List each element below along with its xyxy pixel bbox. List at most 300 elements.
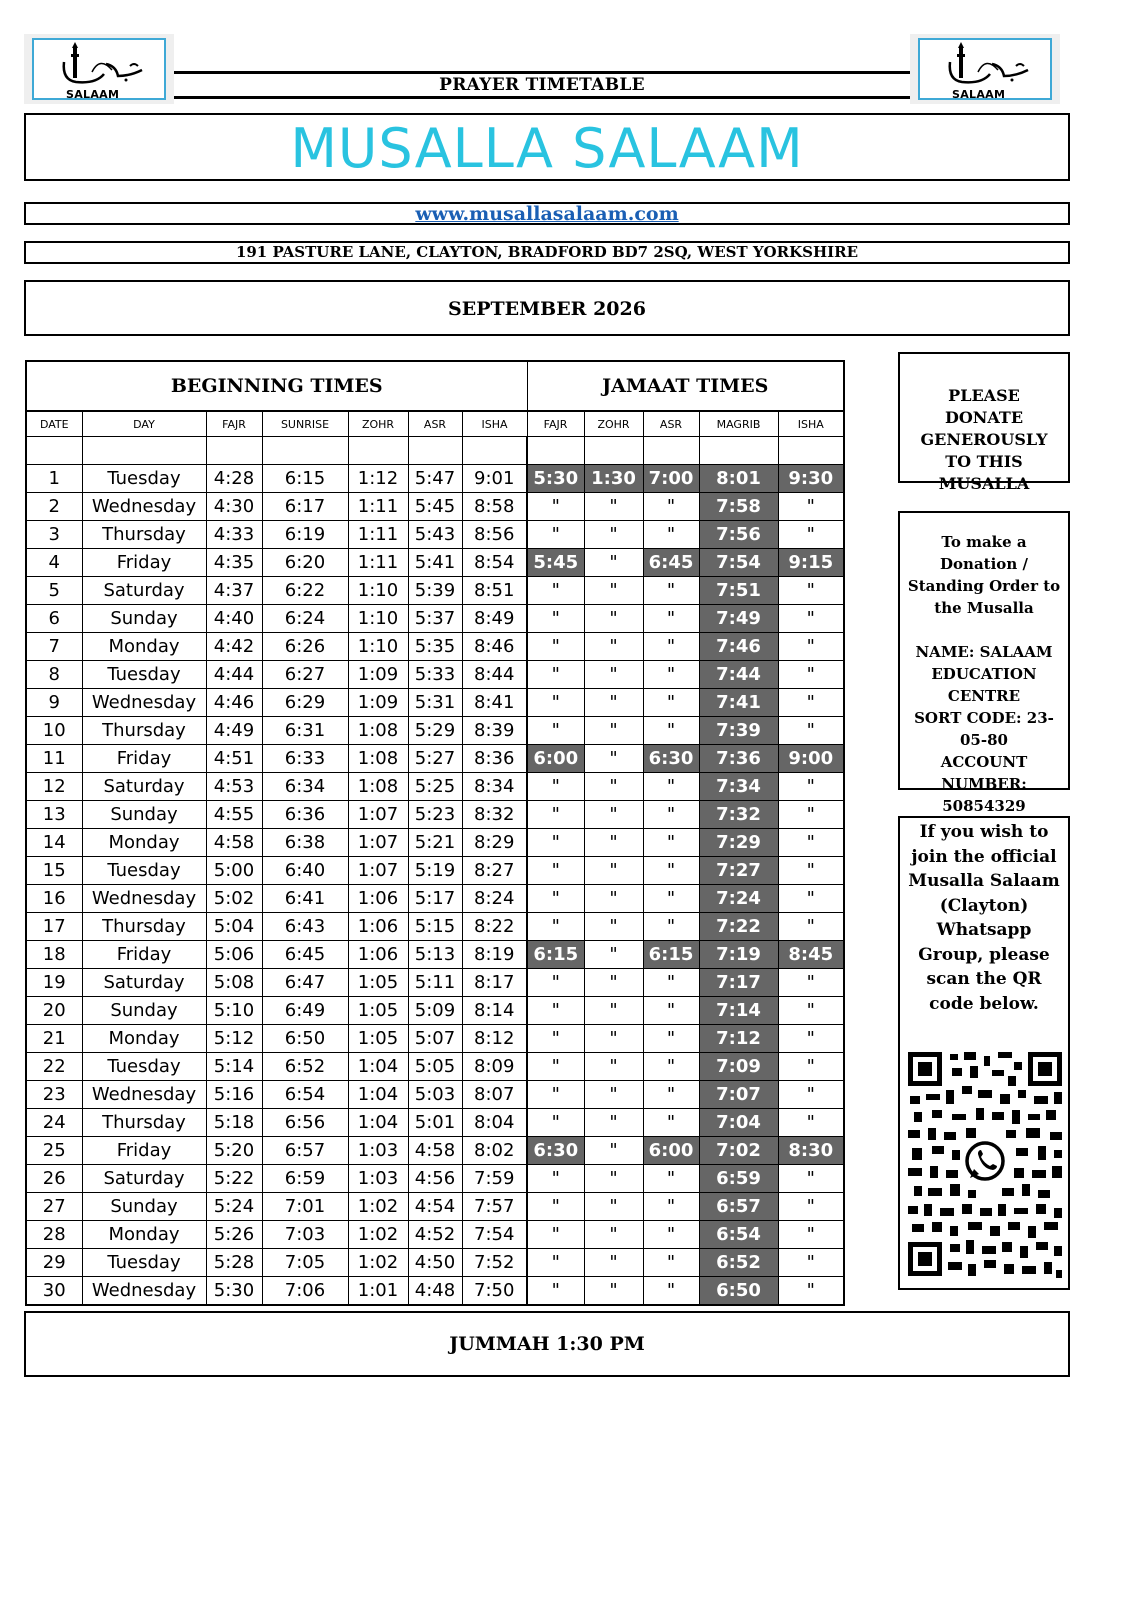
table-cell: 5:05 bbox=[408, 1053, 462, 1081]
table-cell: 7:51 bbox=[699, 577, 778, 605]
table-cell: 6:17 bbox=[262, 493, 348, 521]
page-subtitle: PRAYER TIMETABLE bbox=[439, 75, 645, 95]
table-cell: " bbox=[778, 969, 844, 997]
table-cell: " bbox=[584, 885, 643, 913]
table-cell: " bbox=[778, 997, 844, 1025]
table-cell: 4:40 bbox=[206, 605, 262, 633]
table-cell: Wednesday bbox=[82, 493, 206, 521]
table-row bbox=[26, 997, 844, 1025]
table-cell: Saturday bbox=[82, 1165, 206, 1193]
table-cell: " bbox=[527, 997, 584, 1025]
table-cell: 18 bbox=[26, 941, 82, 969]
table-cell: 4:42 bbox=[206, 633, 262, 661]
table-cell: " bbox=[778, 829, 844, 857]
column-header: MAGRIB bbox=[699, 411, 778, 437]
table-cell: " bbox=[778, 605, 844, 633]
table-row bbox=[26, 1025, 844, 1053]
table-cell: 1:05 bbox=[348, 997, 408, 1025]
table-cell: " bbox=[643, 689, 699, 717]
table-cell: Saturday bbox=[82, 577, 206, 605]
table-cell: 1:06 bbox=[348, 885, 408, 913]
table-cell: 5:09 bbox=[408, 997, 462, 1025]
table-cell: 4:52 bbox=[408, 1221, 462, 1249]
table-cell: 5:13 bbox=[408, 941, 462, 969]
table-cell: 5:00 bbox=[206, 857, 262, 885]
table-cell: " bbox=[527, 1221, 584, 1249]
table-cell: 4:54 bbox=[408, 1193, 462, 1221]
table-cell: " bbox=[778, 1025, 844, 1053]
table-cell: 4:35 bbox=[206, 549, 262, 577]
table-cell: " bbox=[584, 717, 643, 745]
table-cell: " bbox=[643, 1081, 699, 1109]
table-cell: 11 bbox=[26, 745, 82, 773]
table-cell: " bbox=[778, 857, 844, 885]
table-cell: " bbox=[584, 633, 643, 661]
table-cell: 6:20 bbox=[262, 549, 348, 577]
table-cell: 1:07 bbox=[348, 801, 408, 829]
table-cell: Wednesday bbox=[82, 1081, 206, 1109]
table-cell: 8:19 bbox=[462, 941, 527, 969]
table-cell: 6:15 bbox=[527, 941, 584, 969]
table-cell: " bbox=[527, 1193, 584, 1221]
table-cell: 7:46 bbox=[699, 633, 778, 661]
table-cell: 15 bbox=[26, 857, 82, 885]
table-cell: " bbox=[778, 885, 844, 913]
table-cell: 6:24 bbox=[262, 605, 348, 633]
table-cell: 6:15 bbox=[643, 941, 699, 969]
table-cell: Wednesday bbox=[82, 885, 206, 913]
table-cell: " bbox=[778, 689, 844, 717]
table-cell: " bbox=[527, 1025, 584, 1053]
table-cell: 6:43 bbox=[262, 913, 348, 941]
table-cell: " bbox=[643, 969, 699, 997]
table-cell: 5:02 bbox=[206, 885, 262, 913]
table-cell: " bbox=[778, 801, 844, 829]
table-row bbox=[26, 913, 844, 941]
table-cell: " bbox=[527, 493, 584, 521]
table-cell: Sunday bbox=[82, 997, 206, 1025]
table-row bbox=[26, 1277, 844, 1306]
logo-label: SALAAM bbox=[952, 88, 1006, 101]
table-cell: 4:28 bbox=[206, 465, 262, 493]
table-cell: 6:15 bbox=[262, 465, 348, 493]
table-cell: 5:45 bbox=[408, 493, 462, 521]
donation-intro: To make a Donation / Standing Order to the Musalla bbox=[907, 533, 1061, 617]
table-cell: " bbox=[527, 1249, 584, 1277]
table-cell: 1:02 bbox=[348, 1249, 408, 1277]
table-cell: " bbox=[643, 1221, 699, 1249]
table-cell: 8:46 bbox=[462, 633, 527, 661]
donate-notice: PLEASE DONATE GENEROUSLY TO THIS MUSALLA bbox=[898, 352, 1070, 483]
table-row bbox=[26, 549, 844, 577]
table-cell: 7:41 bbox=[699, 689, 778, 717]
table-cell: 1:11 bbox=[348, 549, 408, 577]
table-cell: " bbox=[584, 829, 643, 857]
table-row bbox=[26, 1221, 844, 1249]
table-cell: 7:17 bbox=[699, 969, 778, 997]
table-cell: " bbox=[527, 857, 584, 885]
table-cell: 5:03 bbox=[408, 1081, 462, 1109]
table-cell: 7:34 bbox=[699, 773, 778, 801]
table-cell: Monday bbox=[82, 829, 206, 857]
table-cell: 5:19 bbox=[408, 857, 462, 885]
table-cell: 6:29 bbox=[262, 689, 348, 717]
table-cell: " bbox=[643, 1249, 699, 1277]
logo-right bbox=[910, 34, 1060, 104]
table-cell: 7:06 bbox=[262, 1277, 348, 1306]
table-cell: 6:27 bbox=[262, 661, 348, 689]
month-label: SEPTEMBER 2026 bbox=[24, 280, 1070, 336]
table-cell: 8:36 bbox=[462, 745, 527, 773]
table-cell: 1:01 bbox=[348, 1277, 408, 1306]
header-rule-bottom bbox=[174, 96, 910, 99]
table-cell: " bbox=[643, 1053, 699, 1081]
table-cell: " bbox=[778, 1221, 844, 1249]
table-cell: 8:27 bbox=[462, 857, 527, 885]
table-cell: 7:50 bbox=[462, 1277, 527, 1306]
table-cell: 4:50 bbox=[408, 1249, 462, 1277]
column-header: DATE bbox=[26, 411, 82, 437]
table-cell: Sunday bbox=[82, 605, 206, 633]
table-cell: " bbox=[643, 493, 699, 521]
table-cell: 6:41 bbox=[262, 885, 348, 913]
table-cell: 6:00 bbox=[527, 745, 584, 773]
table-cell: 4 bbox=[26, 549, 82, 577]
table-cell: 4:55 bbox=[206, 801, 262, 829]
table-cell: 7:03 bbox=[262, 1221, 348, 1249]
table-cell: " bbox=[643, 885, 699, 913]
table-cell: 19 bbox=[26, 969, 82, 997]
table-cell: 7:02 bbox=[699, 1137, 778, 1165]
table-cell: " bbox=[527, 1081, 584, 1109]
table-row bbox=[26, 1249, 844, 1277]
table-cell: Friday bbox=[82, 1137, 206, 1165]
table-cell: 7:36 bbox=[699, 745, 778, 773]
table-cell: " bbox=[643, 1277, 699, 1306]
table-cell: 1:03 bbox=[348, 1165, 408, 1193]
table-cell: " bbox=[584, 1277, 643, 1306]
table-cell: 5:24 bbox=[206, 1193, 262, 1221]
table-cell: 8:17 bbox=[462, 969, 527, 997]
table-cell: " bbox=[778, 1193, 844, 1221]
table-cell: 5:12 bbox=[206, 1025, 262, 1053]
table-row bbox=[26, 521, 844, 549]
table-row bbox=[26, 605, 844, 633]
table-cell: 7:09 bbox=[699, 1053, 778, 1081]
table-cell: 8:12 bbox=[462, 1025, 527, 1053]
table-cell: " bbox=[643, 801, 699, 829]
table-cell: 5:17 bbox=[408, 885, 462, 913]
column-header: ASR bbox=[408, 411, 462, 437]
table-cell: 1:11 bbox=[348, 493, 408, 521]
table-cell: " bbox=[778, 1165, 844, 1193]
table-cell: 5:47 bbox=[408, 465, 462, 493]
table-cell: " bbox=[778, 1081, 844, 1109]
table-cell: 5:33 bbox=[408, 661, 462, 689]
table-cell: " bbox=[643, 605, 699, 633]
table-cell: 5:45 bbox=[527, 549, 584, 577]
table-cell: 1:04 bbox=[348, 1109, 408, 1137]
table-cell: " bbox=[778, 913, 844, 941]
table-cell: " bbox=[584, 1165, 643, 1193]
table-cell: 6:38 bbox=[262, 829, 348, 857]
table-cell: Wednesday bbox=[82, 1277, 206, 1306]
table-cell: 6:40 bbox=[262, 857, 348, 885]
table-cell: " bbox=[527, 661, 584, 689]
table-cell: 29 bbox=[26, 1249, 82, 1277]
table-cell: " bbox=[778, 773, 844, 801]
table-cell: " bbox=[527, 1277, 584, 1306]
table-cell: " bbox=[527, 1053, 584, 1081]
table-cell: 8:30 bbox=[778, 1137, 844, 1165]
table-cell: " bbox=[643, 577, 699, 605]
table-cell: " bbox=[584, 521, 643, 549]
table-cell: 8:56 bbox=[462, 521, 527, 549]
table-cell: 5:10 bbox=[206, 997, 262, 1025]
table-cell: 1:04 bbox=[348, 1053, 408, 1081]
table-cell: " bbox=[527, 577, 584, 605]
table-cell: 3 bbox=[26, 521, 82, 549]
table-cell: 5:23 bbox=[408, 801, 462, 829]
table-row bbox=[26, 1081, 844, 1109]
table-cell: 4:46 bbox=[206, 689, 262, 717]
table-row bbox=[26, 857, 844, 885]
table-cell: 5:14 bbox=[206, 1053, 262, 1081]
table-cell: Monday bbox=[82, 1025, 206, 1053]
table-cell: " bbox=[584, 1249, 643, 1277]
table-cell: 1:06 bbox=[348, 913, 408, 941]
table-cell: " bbox=[584, 857, 643, 885]
table-cell: " bbox=[527, 1109, 584, 1137]
table-cell: 6:54 bbox=[262, 1081, 348, 1109]
table-cell: Tuesday bbox=[82, 661, 206, 689]
table-cell: 8:41 bbox=[462, 689, 527, 717]
table-cell: 8:29 bbox=[462, 829, 527, 857]
table-cell: 8:32 bbox=[462, 801, 527, 829]
table-cell: " bbox=[584, 913, 643, 941]
table-cell: " bbox=[527, 689, 584, 717]
table-cell: 6:22 bbox=[262, 577, 348, 605]
table-cell: 5:39 bbox=[408, 577, 462, 605]
table-cell: 6:56 bbox=[262, 1109, 348, 1137]
table-cell: " bbox=[778, 1249, 844, 1277]
table-cell: 7:07 bbox=[699, 1081, 778, 1109]
table-cell: 5:27 bbox=[408, 745, 462, 773]
table-row bbox=[26, 745, 844, 773]
table-cell: 6:59 bbox=[699, 1165, 778, 1193]
table-cell: 6:31 bbox=[262, 717, 348, 745]
table-cell: 8:22 bbox=[462, 913, 527, 941]
table-cell: 6:45 bbox=[643, 549, 699, 577]
table-cell: " bbox=[778, 521, 844, 549]
table-cell: 5:41 bbox=[408, 549, 462, 577]
prayer-timetable bbox=[25, 360, 845, 1306]
table-cell: 10 bbox=[26, 717, 82, 745]
table-row bbox=[26, 773, 844, 801]
table-cell: 5:21 bbox=[408, 829, 462, 857]
table-cell: 8:04 bbox=[462, 1109, 527, 1137]
table-row bbox=[26, 941, 844, 969]
table-cell: Wednesday bbox=[82, 689, 206, 717]
table-cell: 4:49 bbox=[206, 717, 262, 745]
qr-code-icon[interactable] bbox=[906, 1050, 1064, 1282]
table-cell: " bbox=[778, 633, 844, 661]
table-cell: " bbox=[778, 661, 844, 689]
column-header: DAY bbox=[82, 411, 206, 437]
table-cell: 2 bbox=[26, 493, 82, 521]
table-cell: " bbox=[584, 745, 643, 773]
mosque-logo-icon bbox=[32, 38, 166, 100]
jamaat-times-header: JAMAAT TIMES bbox=[527, 361, 844, 411]
table-cell: 8:49 bbox=[462, 605, 527, 633]
column-header: ZOHR bbox=[584, 411, 643, 437]
table-cell: 1:04 bbox=[348, 1081, 408, 1109]
table-cell: 4:56 bbox=[408, 1165, 462, 1193]
table-cell: 7:59 bbox=[462, 1165, 527, 1193]
table-cell: 23 bbox=[26, 1081, 82, 1109]
table-cell: 4:44 bbox=[206, 661, 262, 689]
table-cell: " bbox=[527, 605, 584, 633]
table-row bbox=[26, 1053, 844, 1081]
table-cell: 8:54 bbox=[462, 549, 527, 577]
table-cell: 25 bbox=[26, 1137, 82, 1165]
table-cell: " bbox=[584, 1109, 643, 1137]
table-cell: 7:54 bbox=[462, 1221, 527, 1249]
table-cell: 6:34 bbox=[262, 773, 348, 801]
table-cell: 5:15 bbox=[408, 913, 462, 941]
table-cell: 7:57 bbox=[462, 1193, 527, 1221]
table-cell: Thursday bbox=[82, 717, 206, 745]
table-cell: 4:48 bbox=[408, 1277, 462, 1306]
table-cell: Saturday bbox=[82, 773, 206, 801]
table-cell: " bbox=[527, 829, 584, 857]
table-cell: 5:25 bbox=[408, 773, 462, 801]
table-cell: 24 bbox=[26, 1109, 82, 1137]
column-header: FAJR bbox=[206, 411, 262, 437]
table-cell: 7:19 bbox=[699, 941, 778, 969]
table-cell: 7:14 bbox=[699, 997, 778, 1025]
table-cell: 5:08 bbox=[206, 969, 262, 997]
table-cell: 12 bbox=[26, 773, 82, 801]
table-cell: " bbox=[584, 605, 643, 633]
table-cell: " bbox=[643, 829, 699, 857]
table-cell: " bbox=[643, 1109, 699, 1137]
table-cell: " bbox=[527, 801, 584, 829]
table-cell: " bbox=[643, 717, 699, 745]
address: 191 PASTURE LANE, CLAYTON, BRADFORD BD7 2SQ, WEST YORKSHIRE bbox=[24, 241, 1070, 264]
table-cell: 1:02 bbox=[348, 1193, 408, 1221]
column-header: ISHA bbox=[462, 411, 527, 437]
table-row bbox=[26, 1193, 844, 1221]
table-row bbox=[26, 1137, 844, 1165]
table-cell: 9:15 bbox=[778, 549, 844, 577]
table-cell: 21 bbox=[26, 1025, 82, 1053]
table-cell: 30 bbox=[26, 1277, 82, 1306]
table-row bbox=[26, 493, 844, 521]
table-cell: " bbox=[584, 801, 643, 829]
table-cell: 6:54 bbox=[699, 1221, 778, 1249]
table-cell: 8:02 bbox=[462, 1137, 527, 1165]
table-cell: 6:26 bbox=[262, 633, 348, 661]
table-row bbox=[26, 633, 844, 661]
table-row bbox=[26, 829, 844, 857]
table-cell: 5:16 bbox=[206, 1081, 262, 1109]
table-cell: " bbox=[778, 1109, 844, 1137]
table-cell: " bbox=[527, 969, 584, 997]
table-cell: 5:20 bbox=[206, 1137, 262, 1165]
whatsapp-group-box bbox=[898, 816, 1070, 1290]
table-cell: 1 bbox=[26, 465, 82, 493]
table-cell: 1:05 bbox=[348, 969, 408, 997]
table-cell: 7:54 bbox=[699, 549, 778, 577]
table-cell: 5:06 bbox=[206, 941, 262, 969]
table-cell: 16 bbox=[26, 885, 82, 913]
logo-label: SALAAM bbox=[66, 88, 120, 101]
table-cell: 6 bbox=[26, 605, 82, 633]
table-cell: 1:30 bbox=[584, 465, 643, 493]
table-cell: 1:05 bbox=[348, 1025, 408, 1053]
table-cell: 4:58 bbox=[408, 1137, 462, 1165]
table-cell: " bbox=[584, 493, 643, 521]
table-cell: Sunday bbox=[82, 801, 206, 829]
table-cell: 5:37 bbox=[408, 605, 462, 633]
table-cell: 5 bbox=[26, 577, 82, 605]
table-row bbox=[26, 577, 844, 605]
table-cell: 1:09 bbox=[348, 661, 408, 689]
table-cell: 6:57 bbox=[699, 1193, 778, 1221]
table-cell: 4:58 bbox=[206, 829, 262, 857]
table-cell: " bbox=[584, 1081, 643, 1109]
table-cell: 8:24 bbox=[462, 885, 527, 913]
table-cell: 7:32 bbox=[699, 801, 778, 829]
table-cell: 5:30 bbox=[527, 465, 584, 493]
website-link[interactable]: www.musallasalaam.com bbox=[24, 202, 1070, 225]
table-cell: 9 bbox=[26, 689, 82, 717]
table-cell: 7:29 bbox=[699, 829, 778, 857]
table-cell: 1:08 bbox=[348, 773, 408, 801]
table-cell: 6:30 bbox=[643, 745, 699, 773]
table-cell: 9:01 bbox=[462, 465, 527, 493]
table-cell: " bbox=[527, 633, 584, 661]
table-cell: " bbox=[643, 1165, 699, 1193]
table-cell: 7:58 bbox=[699, 493, 778, 521]
table-cell: 6:52 bbox=[699, 1249, 778, 1277]
table-cell: 1:06 bbox=[348, 941, 408, 969]
table-cell: " bbox=[584, 1137, 643, 1165]
table-cell: " bbox=[778, 1053, 844, 1081]
table-cell: " bbox=[778, 1277, 844, 1306]
table-cell: 6:33 bbox=[262, 745, 348, 773]
table-cell: " bbox=[584, 997, 643, 1025]
donation-details bbox=[898, 511, 1070, 815]
column-header: FAJR bbox=[527, 411, 584, 437]
table-cell: Saturday bbox=[82, 969, 206, 997]
table-cell: 6:47 bbox=[262, 969, 348, 997]
table-row bbox=[26, 885, 844, 913]
table-cell: 9:30 bbox=[778, 465, 844, 493]
table-cell: Tuesday bbox=[82, 1249, 206, 1277]
table-cell: 6:45 bbox=[262, 941, 348, 969]
table-cell: Friday bbox=[82, 745, 206, 773]
table-cell: 1:08 bbox=[348, 717, 408, 745]
table-cell: 4:53 bbox=[206, 773, 262, 801]
table-cell: 8:39 bbox=[462, 717, 527, 745]
table-cell: 7:27 bbox=[699, 857, 778, 885]
table-cell: 6:52 bbox=[262, 1053, 348, 1081]
table-cell: 8:44 bbox=[462, 661, 527, 689]
jummah-time: JUMMAH 1:30 PM bbox=[24, 1311, 1070, 1377]
table-cell: 27 bbox=[26, 1193, 82, 1221]
